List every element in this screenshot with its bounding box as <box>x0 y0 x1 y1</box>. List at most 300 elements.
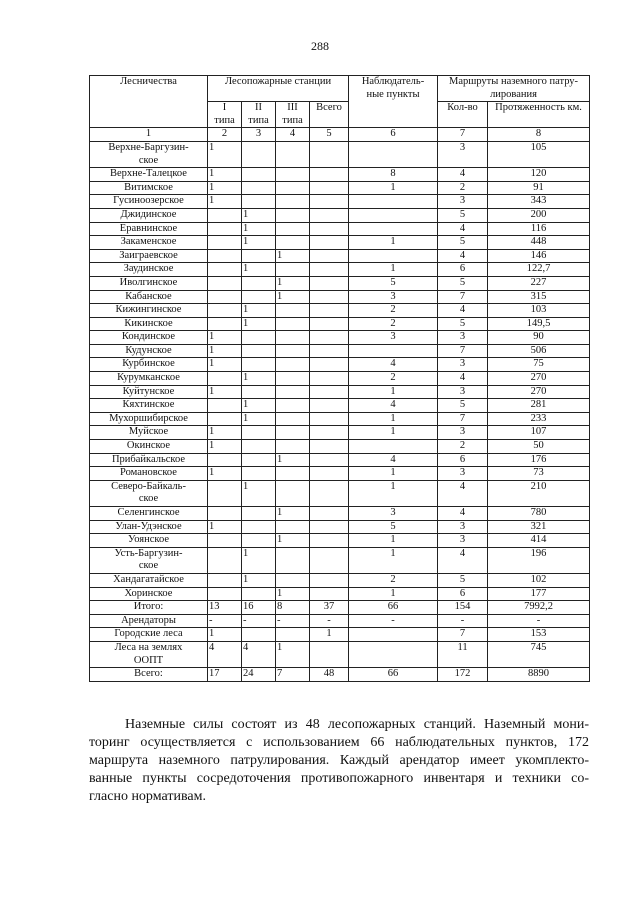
cell-type-2 <box>242 249 276 263</box>
cell-route-count: 5 <box>438 208 488 222</box>
forestry-name-line: Иволгинское <box>119 276 178 288</box>
cell-type-3 <box>276 344 310 358</box>
cell-forestry-name <box>90 304 208 318</box>
forestry-name-line: Курбинское <box>122 358 175 370</box>
cell-route-length: 780 <box>488 507 590 521</box>
cell-total <box>310 480 349 506</box>
column-number: 3 <box>242 128 276 142</box>
cell-route-length: 102 <box>488 573 590 587</box>
cell-type-2: 16 <box>242 601 276 615</box>
cell-forestry-name <box>90 263 208 277</box>
cell-total <box>310 573 349 587</box>
cell-type-3 <box>276 195 310 209</box>
cell-observation-points <box>349 344 438 358</box>
cell-route-count: 5 <box>438 317 488 331</box>
paragraph-line: маршрута наземного патрулирования. Каждый арендатор имеет укомплекто- <box>89 753 589 768</box>
cell-total <box>310 304 349 318</box>
table-row <box>90 628 590 642</box>
cell-forestry-name <box>90 587 208 601</box>
cell-type-2: 1 <box>242 304 276 318</box>
forestry-name-line: Кижингинское <box>115 304 182 316</box>
cell-observation-points: 8 <box>349 168 438 182</box>
cell-forestry-name <box>90 520 208 534</box>
cell-observation-points: 1 <box>349 181 438 195</box>
forestry-name-line: Курумканское <box>117 372 180 384</box>
column-number: 8 <box>488 128 590 142</box>
cell-observation-points: 1 <box>349 263 438 277</box>
cell-observation-points: 66 <box>349 668 438 682</box>
cell-type-2: 1 <box>242 372 276 386</box>
cell-forestry-name <box>90 344 208 358</box>
cell-type-3 <box>276 358 310 372</box>
cell-total <box>310 276 349 290</box>
cell-route-length: 8890 <box>488 668 590 682</box>
table-row <box>90 263 590 277</box>
cell-forestry-name <box>90 440 208 454</box>
cell-type-1 <box>208 573 242 587</box>
cell-route-length: 75 <box>488 358 590 372</box>
cell-type-3: 1 <box>276 534 310 548</box>
cell-type-2: 1 <box>242 573 276 587</box>
cell-type-3 <box>276 236 310 250</box>
forestry-name-line: Кудунское <box>125 344 172 356</box>
cell-total: 37 <box>310 601 349 615</box>
cell-type-2: - <box>242 614 276 628</box>
cell-forestry-name <box>90 573 208 587</box>
cell-route-count: 4 <box>438 547 488 573</box>
forestry-name-line: Кяхтинское <box>122 399 175 411</box>
cell-type-3: 8 <box>276 601 310 615</box>
cell-forestry-name <box>90 141 208 167</box>
cell-total: 48 <box>310 668 349 682</box>
cell-type-2 <box>242 520 276 534</box>
header-routes-line: лирования <box>490 88 537 100</box>
table-row <box>90 440 590 454</box>
cell-type-1 <box>208 222 242 236</box>
cell-total <box>310 168 349 182</box>
cell-forestry-name <box>90 507 208 521</box>
cell-type-2 <box>242 358 276 372</box>
header-observation-line: ные пункты <box>366 88 420 100</box>
cell-route-count: 4 <box>438 304 488 318</box>
cell-observation-points <box>349 641 438 667</box>
cell-type-1 <box>208 587 242 601</box>
cell-forestry-name <box>90 399 208 413</box>
cell-type-1: 1 <box>208 440 242 454</box>
paragraph-line: Наземные силы состоят из 48 лесопожарных станций. Наземный мони- <box>125 717 589 732</box>
cell-route-length: 105 <box>488 141 590 167</box>
cell-type-3 <box>276 208 310 222</box>
cell-forestry-name <box>90 222 208 236</box>
cell-route-length: 146 <box>488 249 590 263</box>
cell-observation-points: 1 <box>349 385 438 399</box>
cell-total <box>310 358 349 372</box>
cell-total <box>310 520 349 534</box>
cell-observation-points: 1 <box>349 412 438 426</box>
forestry-name-line: Городские леса <box>114 628 183 640</box>
cell-observation-points: 1 <box>349 547 438 573</box>
cell-total <box>310 426 349 440</box>
cell-type-1 <box>208 263 242 277</box>
cell-route-count: 7 <box>438 412 488 426</box>
cell-forestry-name <box>90 181 208 195</box>
cell-type-3 <box>276 263 310 277</box>
cell-route-length: 200 <box>488 208 590 222</box>
cell-route-length: 120 <box>488 168 590 182</box>
forestry-name-line: Уоянское <box>127 534 169 546</box>
header-row-1 <box>90 76 590 102</box>
cell-type-3 <box>276 385 310 399</box>
forestry-name-line: Прибайкальское <box>111 453 186 465</box>
cell-observation-points: 1 <box>349 236 438 250</box>
table-row <box>90 344 590 358</box>
cell-route-count: 7 <box>438 628 488 642</box>
table-body <box>90 76 590 682</box>
cell-total <box>310 222 349 236</box>
cell-type-1 <box>208 249 242 263</box>
forestry-name-line: Улан-Удэнское <box>115 520 182 532</box>
cell-forestry-name <box>90 236 208 250</box>
cell-type-2 <box>242 628 276 642</box>
table-row <box>90 181 590 195</box>
table-row <box>90 317 590 331</box>
cell-type-2 <box>242 385 276 399</box>
cell-forestry-name <box>90 331 208 345</box>
cell-route-count: 5 <box>438 276 488 290</box>
cell-total <box>310 372 349 386</box>
forestry-name-line: Витимское <box>124 181 173 193</box>
cell-total <box>310 547 349 573</box>
cell-observation-points: - <box>349 614 438 628</box>
cell-type-1 <box>208 304 242 318</box>
cell-type-3: 1 <box>276 276 310 290</box>
cell-forestry-name <box>90 668 208 682</box>
cell-type-2: 1 <box>242 317 276 331</box>
cell-type-3 <box>276 480 310 506</box>
table-row <box>90 547 590 573</box>
cell-route-length: 281 <box>488 399 590 413</box>
table-row <box>90 520 590 534</box>
cell-forestry-name <box>90 453 208 467</box>
forestry-name-line: Джидинское <box>120 208 177 220</box>
cell-type-1: 1 <box>208 628 242 642</box>
cell-type-1: 1 <box>208 331 242 345</box>
cell-total <box>310 208 349 222</box>
forestry-name-line: Хоринское <box>124 587 173 599</box>
table-row <box>90 276 590 290</box>
cell-forestry-name <box>90 276 208 290</box>
cell-type-1: 1 <box>208 426 242 440</box>
cell-type-1 <box>208 399 242 413</box>
cell-observation-points: 2 <box>349 573 438 587</box>
cell-type-1: 1 <box>208 195 242 209</box>
cell-route-length: 321 <box>488 520 590 534</box>
cell-route-length: 196 <box>488 547 590 573</box>
summary-paragraph <box>89 716 589 806</box>
forestry-name-line: Всего: <box>134 668 163 680</box>
cell-route-length: 73 <box>488 467 590 481</box>
cell-type-3 <box>276 547 310 573</box>
cell-type-1 <box>208 453 242 467</box>
column-number: 4 <box>276 128 310 142</box>
cell-total <box>310 249 349 263</box>
cell-type-2: 1 <box>242 547 276 573</box>
cell-type-1: 1 <box>208 141 242 167</box>
table-row <box>90 453 590 467</box>
column-number: 7 <box>438 128 488 142</box>
table-row <box>90 480 590 506</box>
table-row <box>90 601 590 615</box>
cell-type-3 <box>276 317 310 331</box>
cell-route-count: - <box>438 614 488 628</box>
table-row <box>90 587 590 601</box>
table-row <box>90 641 590 667</box>
cell-total <box>310 181 349 195</box>
header-type-1 <box>208 102 242 128</box>
cell-observation-points: 1 <box>349 587 438 601</box>
table-row <box>90 249 590 263</box>
cell-route-count: 7 <box>438 290 488 304</box>
forestry-name-line: Хандагатайское <box>113 573 184 585</box>
cell-observation-points: 5 <box>349 520 438 534</box>
table-row <box>90 573 590 587</box>
cell-forestry-name <box>90 317 208 331</box>
table-row <box>90 668 590 682</box>
cell-observation-points: 3 <box>349 507 438 521</box>
header-type-3 <box>276 102 310 128</box>
forestry-stations-table <box>89 75 590 682</box>
cell-type-1 <box>208 372 242 386</box>
header-total: Всего <box>310 102 349 128</box>
table-row <box>90 208 590 222</box>
cell-route-count: 172 <box>438 668 488 682</box>
forestry-name-line: Северо-Байкаль- <box>111 480 186 492</box>
cell-route-length: 91 <box>488 181 590 195</box>
cell-route-count: 3 <box>438 385 488 399</box>
cell-forestry-name <box>90 547 208 573</box>
cell-type-2: 1 <box>242 208 276 222</box>
header-observation-line: Наблюдатель- <box>361 76 425 87</box>
cell-type-2: 1 <box>242 263 276 277</box>
cell-total <box>310 641 349 667</box>
cell-type-1 <box>208 208 242 222</box>
cell-route-length: 270 <box>488 385 590 399</box>
table-row <box>90 222 590 236</box>
cell-type-1: 13 <box>208 601 242 615</box>
cell-forestry-name <box>90 385 208 399</box>
cell-type-3: 1 <box>276 249 310 263</box>
cell-type-2: 1 <box>242 399 276 413</box>
cell-observation-points <box>349 208 438 222</box>
forestry-name-line: Романовское <box>120 467 177 479</box>
cell-total <box>310 344 349 358</box>
paragraph-line: ванные пункты сосредоточения противопожарного инвентаря и техники со- <box>89 771 589 786</box>
cell-total <box>310 141 349 167</box>
cell-type-3: 1 <box>276 453 310 467</box>
table-row <box>90 372 590 386</box>
cell-forestry-name <box>90 195 208 209</box>
forestry-name-line: Кикинское <box>124 317 173 329</box>
cell-forestry-name <box>90 614 208 628</box>
cell-route-count: 2 <box>438 181 488 195</box>
cell-route-count: 3 <box>438 195 488 209</box>
cell-total <box>310 385 349 399</box>
cell-type-1 <box>208 547 242 573</box>
forestry-name-line: Куйтунское <box>122 385 175 397</box>
cell-type-2 <box>242 467 276 481</box>
cell-total <box>310 290 349 304</box>
cell-type-2 <box>242 276 276 290</box>
cell-type-2: 1 <box>242 480 276 506</box>
cell-route-count: 6 <box>438 587 488 601</box>
forestry-name-line: Кондинское <box>121 331 176 343</box>
cell-route-count: 2 <box>438 440 488 454</box>
cell-type-1: 1 <box>208 358 242 372</box>
cell-type-3: 1 <box>276 290 310 304</box>
cell-route-count: 4 <box>438 222 488 236</box>
cell-observation-points: 4 <box>349 399 438 413</box>
cell-type-1 <box>208 236 242 250</box>
cell-forestry-name <box>90 628 208 642</box>
cell-type-1: 1 <box>208 467 242 481</box>
cell-route-count: 3 <box>438 426 488 440</box>
page-number: 288 <box>311 39 329 53</box>
cell-total <box>310 453 349 467</box>
header-routes <box>438 76 590 102</box>
cell-forestry-name <box>90 480 208 506</box>
cell-observation-points: 66 <box>349 601 438 615</box>
cell-route-count: 3 <box>438 534 488 548</box>
cell-type-3 <box>276 304 310 318</box>
cell-type-3 <box>276 573 310 587</box>
cell-type-2 <box>242 534 276 548</box>
cell-total <box>310 440 349 454</box>
table-row <box>90 426 590 440</box>
header-type-line: типа <box>248 114 269 126</box>
cell-route-count: 4 <box>438 480 488 506</box>
forestry-name-line: Заиграевское <box>119 249 178 261</box>
forestry-name-line: Верхне-Талецкое <box>110 168 187 180</box>
cell-observation-points: 3 <box>349 331 438 345</box>
cell-type-2 <box>242 168 276 182</box>
cell-type-1: 4 <box>208 641 242 667</box>
table-row <box>90 507 590 521</box>
forestry-name-line: Усть-Баргузин- <box>114 547 183 559</box>
cell-route-count: 4 <box>438 507 488 521</box>
cell-type-2 <box>242 440 276 454</box>
cell-route-length: 103 <box>488 304 590 318</box>
cell-route-length: 414 <box>488 534 590 548</box>
cell-observation-points: 3 <box>349 290 438 304</box>
cell-total <box>310 507 349 521</box>
forestry-name-line: Верхне-Баргузин- <box>108 141 189 153</box>
cell-observation-points: 4 <box>349 453 438 467</box>
cell-forestry-name <box>90 249 208 263</box>
cell-type-2 <box>242 331 276 345</box>
cell-forestry-name <box>90 467 208 481</box>
cell-type-1 <box>208 534 242 548</box>
cell-observation-points <box>349 141 438 167</box>
cell-observation-points <box>349 195 438 209</box>
cell-type-3 <box>276 181 310 195</box>
cell-type-1 <box>208 480 242 506</box>
paragraph-line: торинг осуществляется с использованием 66 наблюдательных пунктов, 172 <box>89 735 589 750</box>
table-row <box>90 195 590 209</box>
cell-total: 1 <box>310 628 349 642</box>
cell-type-1 <box>208 317 242 331</box>
cell-type-3 <box>276 399 310 413</box>
cell-route-count: 6 <box>438 263 488 277</box>
cell-type-3: 1 <box>276 587 310 601</box>
header-type-line: типа <box>214 114 235 126</box>
cell-type-1 <box>208 290 242 304</box>
forestry-name-line: Закаменское <box>120 236 177 248</box>
header-type-line: II <box>255 102 262 114</box>
cell-type-3: - <box>276 614 310 628</box>
cell-route-count: 5 <box>438 399 488 413</box>
cell-route-length: 315 <box>488 290 590 304</box>
cell-type-3: 1 <box>276 507 310 521</box>
cell-type-2 <box>242 587 276 601</box>
cell-type-2: 24 <box>242 668 276 682</box>
cell-type-3 <box>276 222 310 236</box>
table-row <box>90 331 590 345</box>
header-type-2 <box>242 102 276 128</box>
header-routes-line: Маршруты наземного патру- <box>448 76 579 87</box>
cell-type-3 <box>276 331 310 345</box>
cell-type-1: 1 <box>208 520 242 534</box>
cell-route-length: 233 <box>488 412 590 426</box>
table-row <box>90 614 590 628</box>
cell-route-length: 177 <box>488 587 590 601</box>
cell-type-3 <box>276 412 310 426</box>
cell-total <box>310 467 349 481</box>
header-stations: Лесопожарные станции <box>208 76 349 102</box>
header-type-line: III <box>287 102 298 114</box>
cell-route-length: 7992,2 <box>488 601 590 615</box>
cell-forestry-name <box>90 426 208 440</box>
column-number: 1 <box>90 128 208 142</box>
cell-observation-points: 1 <box>349 426 438 440</box>
column-number: 2 <box>208 128 242 142</box>
cell-forestry-name <box>90 358 208 372</box>
table-row <box>90 534 590 548</box>
cell-route-count: 4 <box>438 249 488 263</box>
column-number: 6 <box>349 128 438 142</box>
cell-total <box>310 412 349 426</box>
cell-type-2 <box>242 181 276 195</box>
cell-type-3 <box>276 141 310 167</box>
forestry-name-line: Кабанское <box>125 290 172 302</box>
cell-forestry-name <box>90 412 208 426</box>
cell-type-2: 1 <box>242 412 276 426</box>
cell-route-length: 153 <box>488 628 590 642</box>
cell-observation-points: 5 <box>349 276 438 290</box>
forestry-name-line: ское <box>138 493 159 505</box>
header-type-line: I <box>222 102 227 114</box>
cell-type-1: - <box>208 614 242 628</box>
cell-type-3 <box>276 467 310 481</box>
header-observation-points <box>349 76 438 128</box>
table-row <box>90 412 590 426</box>
cell-type-2: 1 <box>242 222 276 236</box>
cell-observation-points <box>349 440 438 454</box>
cell-route-length: 122,7 <box>488 263 590 277</box>
cell-observation-points: 1 <box>349 534 438 548</box>
header-forestry: Лесничества <box>90 76 208 128</box>
cell-route-length: 90 <box>488 331 590 345</box>
cell-type-3 <box>276 168 310 182</box>
